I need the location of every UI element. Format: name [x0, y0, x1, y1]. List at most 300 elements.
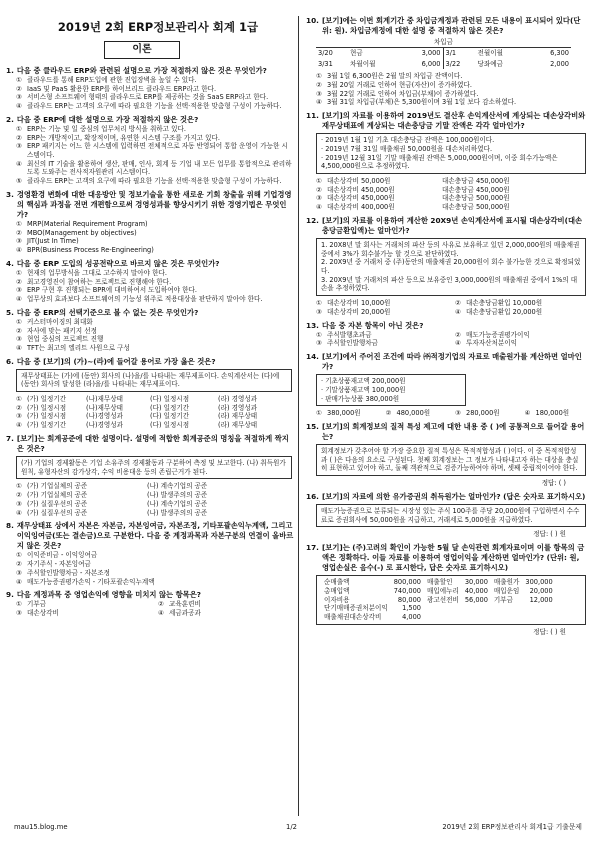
option-number: ② — [16, 403, 22, 412]
table-cell: 매출할인 — [426, 578, 453, 587]
option — [316, 72, 588, 81]
ledger-date: 3/1 — [445, 48, 457, 57]
option-text: 클라우드 ERP는 고객의 요구에 따라 필요한 기능을 선택·적용한 맞춤형 구성이 가능하다. — [27, 177, 282, 186]
option-text: 주식할인발행차금 - 자본조정 — [27, 568, 111, 577]
table-cell: 순매출액 — [324, 578, 350, 587]
table-cell: 80,000 — [397, 595, 421, 604]
question-header — [306, 111, 588, 131]
table-cell: 단기매매증권처분이익 — [324, 604, 388, 613]
option — [16, 335, 294, 344]
option-number: ① — [16, 220, 22, 229]
option — [316, 98, 588, 107]
table-row — [321, 587, 556, 596]
question-text: [보기]에서 주어진 조건에 따라 ㈜적정기업의 자료로 매출원가를 계산하면 얼마인가? — [321, 352, 582, 372]
table-cell: 매입운임 — [493, 586, 520, 595]
option — [16, 551, 294, 560]
option-text: 380,000원 — [327, 409, 361, 418]
option — [316, 177, 436, 186]
data-table — [321, 578, 556, 622]
option — [158, 600, 294, 609]
question-17 — [306, 543, 588, 636]
option-text: 주식발행초과금 — [327, 330, 372, 339]
question-header — [306, 321, 588, 331]
table-row — [321, 604, 556, 613]
option-text: ERP 패키지는 어느 한 시스템에 입력하면 전체적으로 자동 반영되어 통합 운영이 가능한 시스템이다. — [27, 142, 288, 160]
option — [16, 569, 294, 578]
option-number: ③ — [455, 409, 461, 418]
option — [316, 331, 449, 340]
example-line: · 2019년 1월 1일 기초 대손충당금 잔액은 100,000원이다. — [321, 136, 495, 145]
option-text: 자사에 맞는 패키지 선정 — [27, 326, 97, 335]
question-number: 14. — [306, 352, 319, 362]
option — [442, 194, 588, 203]
option-number: ① — [16, 395, 22, 404]
ledger-date: 3/22 — [445, 59, 461, 68]
question-header — [306, 422, 588, 442]
table-cell: 기부금 — [493, 595, 514, 604]
option — [16, 142, 294, 159]
question-8 — [6, 521, 294, 586]
option — [316, 409, 380, 418]
footer-blog: mau15.blog.me — [14, 823, 68, 831]
table-cell: 매출채권대손상각비 — [324, 613, 382, 622]
option-number: ④ — [524, 409, 531, 418]
question-number: 13. — [306, 320, 319, 330]
option-text: 대손충당금환입 20,000원 — [466, 307, 543, 316]
option-text: 현업 중심의 프로젝트 진행 — [27, 335, 104, 344]
option-number: ① — [16, 76, 22, 85]
option-text: 대손상각비 450,000원 — [327, 194, 395, 203]
option-number: ③ — [16, 335, 22, 344]
table-cell: 800,000 — [393, 578, 421, 587]
question-text: [보기]는 회계공준에 대한 설명이다. 설명에 적합한 회계공준의 명칭을 적절하게 짝지은 것은? — [16, 433, 289, 453]
ledger-amount: 3,000 — [421, 48, 441, 57]
option — [16, 177, 294, 186]
option-text: (가) 일정시점 — [27, 403, 67, 412]
option-text: IaaS 및 PaaS 활용한 ERP를 하이브리드 클라우드 ERP라고 한다. — [27, 84, 217, 93]
options-grid — [6, 600, 294, 617]
question-text: 경영환경 변화에 대한 대응방안 및 정보기술을 통한 새로운 기회 창출을 위해 기업경영의 핵심과 과정을 전면 개편함으로써 경영성과를 향상시키기 위한 경영기법은 무엇인가? — [16, 189, 292, 219]
example-line: · 기말상품재고액 100,000원 — [321, 385, 406, 394]
option — [16, 500, 294, 509]
option-number: ④ — [16, 159, 22, 168]
example-box: (가) 기업의 경제활동은 기업 소유주의 경제활동과 구분하여 측정 및 보고한다. (나) 취득원가원칙, 유형자산의 감가상각, 수익 비용대응 등의 존립근거가 된다. — [16, 456, 292, 479]
options — [6, 76, 294, 111]
options — [306, 72, 588, 107]
option — [316, 308, 449, 317]
option-number: ② — [455, 330, 461, 339]
option-number: ④ — [16, 343, 22, 352]
table-cell: 총매입액 — [324, 586, 350, 595]
options — [6, 482, 294, 517]
question-number: 17. — [306, 543, 319, 553]
option-text: 대손충당금 450,000원 — [442, 185, 510, 194]
option-number: ④ — [455, 339, 461, 348]
options-grid — [306, 177, 588, 212]
option — [218, 412, 294, 421]
option-text: 교육훈련비 — [169, 600, 201, 609]
question-header — [6, 357, 294, 367]
option-text: (나)경영성과 — [86, 412, 123, 421]
option — [455, 339, 588, 348]
option-number: ② — [316, 185, 322, 194]
option-text: (나)경영성과 — [86, 421, 123, 430]
option-number: ③ — [16, 286, 22, 295]
example-line: · 2019년 12월 31일 기말 매출채권 잔액은 5,000,000원이며, 이중 회수가능액은 4,500,000원으로 추정하였다. — [321, 153, 558, 171]
example-box: 회계정보가 갖추어야 할 가장 중요한 질적 특성은 목적적합성과 ( )이다. 이 중 목적적합성과 ( )은 다음의 요소로 구성된다. 첫째 회계정보는 그 정보가 나타내고자 하는 대상을 충실히 표현하고 있어야 하고, 둘째 객관적으로 검증가능하여야 하며, 셋째 중립적이어야 한다. — [316, 444, 586, 476]
option-number: ① — [316, 72, 322, 81]
option — [386, 409, 450, 418]
option-number: ③ — [16, 93, 22, 102]
ledger-row — [316, 59, 571, 70]
option-text: 최신의 IT 기술을 활용하여 생산, 판매, 인사, 회계 등 기업 내 모든 업무를 통합적으로 관리하도록 도와주는 전사적자원관리 시스템이다. — [27, 159, 292, 177]
question-number: 2. — [6, 114, 14, 124]
question-text: [보기]는 (주)고려의 확인이 가능한 5월 달 손익관련 회계자료이며 이를 항목의 금액은 정확하다. 이들 자료를 이용하여 영업이익을 계산하면 얼마인가? (단위: 원, 영업손실은 음수(-) 로 표시한다, 답은 숫자로 표기하시오) — [321, 543, 585, 573]
option-number: ④ — [16, 246, 22, 255]
question-header — [6, 259, 294, 269]
option — [16, 220, 294, 229]
question-12 — [306, 216, 588, 317]
option-text: ERP 구현 후 진행되는 BPR에 대비하여서 도입하여야 한다. — [27, 286, 197, 295]
question-15 — [306, 422, 588, 488]
table-cell: 20,000 — [529, 586, 553, 595]
options — [6, 269, 294, 304]
option-number: ③ — [16, 568, 22, 577]
option — [16, 491, 294, 500]
option — [455, 299, 588, 308]
example-line: · 판매가능상품 380,000원 — [321, 394, 400, 403]
option-text: (다) 일정시점 — [150, 395, 190, 404]
option-number: ① — [316, 176, 322, 185]
option-text: (가) 일정시점 — [27, 412, 67, 421]
option — [316, 194, 436, 203]
option-text: 클라우드를 통해 ERP도입에 관한 진입장벽을 높일 수 있다. — [27, 76, 197, 85]
footer-page-number: 1/2 — [286, 823, 297, 831]
question-number: 12. — [306, 215, 319, 225]
option-text: 업무상의 효과보다 소프트웨어의 기능성 위주로 적용대상을 판단하지 말아야 한다. — [27, 295, 263, 304]
option-number: ② — [385, 409, 392, 418]
option — [16, 237, 294, 246]
question-text: 다음 중 ERP의 선택기준으로 볼 수 없는 것은 무엇인가? — [16, 307, 199, 317]
ledger-account: 전월이월 — [477, 48, 503, 57]
option-text: TFT는 최고의 엘리트 사원으로 구성 — [27, 343, 130, 352]
question-header — [6, 190, 294, 220]
options-grid — [6, 395, 294, 430]
ledger-date: 3/20 — [318, 48, 333, 57]
option-number: ③ — [16, 237, 22, 246]
question-text: [보기]의 자료를 이용하여 2019년도 결산후 손익계산서에 계상되는 대손상각비와 재무상태표에 계상되는 대손충당금 기말 잔액은 각각 얼마인가? — [321, 111, 586, 131]
option-text: (나) 계속기업의 공준 — [147, 499, 208, 508]
option — [316, 299, 449, 308]
question-header — [306, 492, 588, 502]
ledger-credit — [444, 59, 572, 70]
option-text: 3월 20일 거래로 인하여 현금(자산)이 증가하였다. — [327, 80, 472, 89]
example-line: · 기초상품재고액 200,000원 — [321, 377, 406, 386]
option-text: (나) 계속기업의 공준 — [147, 482, 208, 491]
option-text: (나) 발생주의의 공준 — [147, 491, 208, 500]
example-line: · 2019년 7월 31일 매출채권 50,000원을 대손처리하였다. — [321, 144, 493, 153]
question-text: [보기]의 회계정보의 질적 특성 제고에 대한 내용 중 ( )에 공통적으로 들어갈 용어는? — [321, 421, 585, 442]
option-text: 커스터마이징의 최대화 — [27, 317, 93, 326]
option — [16, 160, 294, 177]
answer-blank: 정답: ( ) 원 — [533, 627, 566, 636]
option-text: BPR(Business Process Re-Engineering) — [27, 246, 154, 255]
option-text: 대손상각비 400,000원 — [327, 203, 395, 212]
option-text: ERP는 개방적이고, 확장적이며, 유연한 시스템 구조를 가지고 있다. — [27, 133, 220, 142]
option — [16, 600, 152, 609]
example-box: 매도가능증권으로 분류되는 시장성 있는 주식 100주를 주당 20,000원에 구입하면서 수수료로 증권회사에 50,000원을 지급하고, 거래세로 5,000원을 지급하였다. — [316, 504, 586, 527]
option-number: ③ — [316, 339, 322, 348]
example-box: 재무상태표는 (가)에 (동안) 회사의 (나)을/를 나타내는 재무제표이다. 손익계산서는 (다)에 (동안) 회사의 달성한 (라)을/를 나타내는 재무제표이다. — [16, 369, 292, 392]
table-cell: 매출원가 — [493, 578, 520, 587]
option-number: ③ — [16, 412, 22, 421]
question-header — [6, 66, 294, 76]
option — [16, 269, 294, 278]
example-box — [316, 575, 586, 625]
option-number: ① — [16, 551, 22, 560]
option-text: 180,000원 — [535, 409, 570, 418]
option — [16, 93, 294, 102]
option-number: ② — [16, 560, 22, 569]
question-header — [6, 521, 294, 551]
option-number: ① — [16, 600, 22, 609]
option-text: 자기주식 - 자본잉여금 — [27, 560, 91, 569]
question-header — [306, 216, 588, 236]
option-number: ④ — [16, 295, 22, 304]
question-number: 4. — [6, 258, 14, 268]
option-text: 클라우드 ERP는 고객의 요구에 따라 필요한 기능을 선택·적용한 맞춤형 구성이 가능하다. — [27, 102, 282, 111]
options — [6, 220, 294, 255]
option — [86, 412, 144, 421]
option-text: ERP는 기능 및 일 중심의 업무처리 방식을 취하고 있다. — [27, 124, 186, 133]
option-number: ⑤ — [16, 177, 22, 186]
table-cell: 30,000 — [464, 578, 488, 587]
question-number: 10. — [306, 16, 319, 25]
question-header — [6, 115, 294, 125]
option — [16, 286, 294, 295]
option-number: ② — [16, 491, 22, 500]
column-divider — [298, 16, 299, 816]
question-number: 3. — [6, 189, 14, 199]
ledger-debit — [316, 59, 444, 70]
option — [16, 509, 294, 518]
option-number: ④ — [316, 203, 322, 212]
question-text: 재무상태표 상에서 자본은 자본금, 자본잉여금, 자본조정, 기타포괄손익누계액, 그리고 이익잉여금(또는 결손금)으로 구분한다. 다음 중 계정과목과 자본구분의 연결이 올바르지 않은 것은? — [16, 521, 294, 551]
option-text: (라) 재무상태 — [218, 412, 258, 421]
question-2 — [6, 115, 294, 186]
option — [16, 318, 294, 327]
option — [455, 409, 519, 418]
table-cell: 광고선전비 — [426, 595, 459, 604]
option-text: (가) 기업실체의 공준 — [27, 482, 88, 491]
option — [16, 229, 294, 238]
option-number: ① — [16, 317, 22, 326]
section-label: 이론 — [104, 41, 180, 59]
option-text: 투자자산처분이익 — [466, 339, 517, 348]
option — [16, 395, 80, 404]
option-number: ④ — [316, 98, 322, 107]
option — [16, 295, 294, 304]
option — [316, 81, 588, 90]
option-text: (가) 일정기간 — [27, 395, 67, 404]
table-cell — [424, 613, 462, 622]
question-number: 1. — [6, 66, 14, 75]
option — [16, 246, 294, 255]
option-number: ③ — [16, 142, 22, 151]
option-number: ④ — [16, 577, 22, 586]
table-row — [321, 613, 556, 622]
option — [16, 327, 294, 336]
option — [16, 482, 294, 491]
example-line: 2. 20X9년 중 거래처 중 (주)동안의 매출채권 20,000원이 회수 불가능한 것으로 확정되었다. — [321, 258, 581, 276]
option-text: 기부금 — [27, 600, 47, 609]
option — [455, 308, 588, 317]
option-text: 대손상각비 20,000원 — [327, 307, 391, 316]
ledger-credit — [444, 48, 572, 59]
question-header — [6, 590, 294, 600]
option — [316, 203, 436, 212]
option-number: ③ — [16, 499, 22, 508]
page-title: 2019년 2회 ERP정보관리사 회계 1급 — [57, 20, 259, 34]
ledger-table — [316, 38, 571, 69]
option-number: ① — [16, 268, 22, 277]
options — [6, 318, 294, 353]
answer-blank: 정답: ( ) 원 — [533, 530, 566, 539]
table-cell: 4,000 — [402, 613, 421, 622]
option — [16, 560, 294, 569]
options-grid — [306, 409, 588, 418]
option — [442, 177, 588, 186]
option-text: (가) 기업실체의 공준 — [27, 491, 88, 500]
option-number: ④ — [16, 102, 22, 111]
option-number: ② — [158, 600, 164, 609]
question-text: 다음 중 자본 항목이 아닌 것은? — [321, 320, 424, 330]
question-9 — [6, 590, 294, 617]
question-number: 11. — [306, 111, 319, 121]
option — [150, 421, 212, 430]
table-cell — [522, 613, 555, 622]
question-16 — [306, 492, 588, 539]
option — [455, 331, 588, 340]
question-11 — [306, 111, 588, 212]
question-13 — [306, 321, 588, 348]
question-number: 9. — [6, 590, 14, 600]
option-text: (나) 발생주의의 공준 — [147, 508, 208, 517]
table-row — [321, 578, 556, 587]
option-number: ① — [16, 482, 22, 491]
question-5 — [6, 308, 294, 353]
question-text: 다음 계정과목 중 영업손익에 영향을 미치지 않는 항목은? — [16, 590, 201, 600]
question-text: [보기]에는 이번 회계기간 중 차입금계정과 관련된 모든 내용이 표시되어 있다(단위: 원). 차입금계정에 대한 설명 중 적절하지 않은 것은? — [321, 16, 581, 36]
option — [16, 102, 294, 111]
ledger-account: 현금 — [350, 48, 363, 57]
option — [150, 395, 212, 404]
table-cell — [491, 604, 522, 613]
option — [16, 344, 294, 353]
option-text: (다) 일정시점 — [150, 421, 190, 430]
option-text: 세금과공과 — [169, 609, 201, 617]
option — [218, 395, 294, 404]
option-text: (나)재무상태 — [86, 403, 123, 412]
option-text: 매도가능증권평가이익 — [466, 330, 530, 339]
option-text: MBO(Management by objectives) — [27, 228, 137, 237]
option-text: 매도가능증권평가손익 - 기타포괄손익누계액 — [27, 577, 155, 586]
ledger-debit — [316, 48, 444, 59]
option-number: ① — [316, 330, 322, 339]
question-3 — [6, 190, 294, 255]
option-text: 대손상각비 50,000원 — [327, 176, 391, 185]
options-grid — [306, 299, 588, 316]
option-text: 대손상각비 450,000원 — [327, 185, 395, 194]
question-1 — [6, 66, 294, 111]
option — [316, 339, 449, 348]
option-number: ④ — [455, 307, 461, 316]
question-header — [306, 543, 588, 573]
answer-blank: 정답: ( ) — [541, 479, 566, 488]
question-number: 16. — [306, 491, 319, 501]
question-header — [6, 434, 294, 454]
option-text: 최고경영진이 참여하는 프로젝트로 진행해야 한다. — [27, 277, 172, 286]
option-text: 3월 1일 6,300원은 2월 말의 차입금 잔액이다. — [327, 72, 463, 81]
right-column — [306, 16, 588, 640]
option-number: ② — [316, 80, 322, 89]
option-text: 대손충당금 450,000원 — [442, 176, 510, 185]
ledger-amount: 6,000 — [421, 59, 441, 68]
option — [16, 609, 152, 618]
table-cell — [491, 613, 522, 622]
table-cell — [462, 613, 491, 622]
option — [442, 203, 588, 212]
table-cell — [424, 604, 462, 613]
option-text: (가) 일정기간 — [27, 421, 67, 430]
ledger-account: 당좌예금 — [477, 59, 503, 68]
option — [86, 395, 144, 404]
question-text: 다음 중 ERP 도입의 성공전략으로 바르지 않은 것은 무엇인가? — [16, 258, 220, 268]
option-text: 대손상각비 10,000원 — [327, 299, 391, 308]
option-text: 3월 22일 거래로 인하여 차입금(부채)이 증가하였다. — [327, 89, 479, 98]
question-number: 6. — [6, 356, 14, 366]
option-text: 주식할인발행차금 — [327, 339, 378, 348]
option-text: (다) 일정기간 — [150, 403, 190, 412]
question-header — [306, 352, 588, 372]
question-header — [6, 308, 294, 318]
option-number: ② — [455, 299, 461, 308]
question-number: 7. — [6, 433, 14, 443]
option-text: 480,000원 — [396, 409, 431, 418]
option-text: (가) 실질우선의 공준 — [27, 508, 88, 517]
option — [525, 409, 589, 418]
question-text: 다음 중 ERP에 대한 설명으로 가장 적절하지 않은 것은? — [16, 114, 199, 124]
table-cell: 300,000 — [525, 578, 553, 587]
option-number: ② — [16, 228, 22, 237]
option-number: ① — [316, 409, 322, 418]
table-cell: 매입에누리 — [426, 586, 459, 595]
option-text: 280,000원 — [466, 409, 500, 418]
table-cell: 56,000 — [464, 595, 488, 604]
ledger-row — [316, 48, 571, 59]
table-cell: 740,000 — [393, 586, 421, 595]
option-text: 3월 31일 차입금(부채)은 5,300원이며 3월 1일 보다 감소하였다. — [327, 98, 517, 107]
option-text: 대손상각비 — [27, 609, 59, 617]
option-number: ② — [16, 84, 22, 93]
option — [16, 421, 80, 430]
question-14 — [306, 352, 588, 418]
table-cell: 1,500 — [402, 604, 421, 613]
table-cell — [462, 604, 491, 613]
option-text: (라) 경영성과 — [218, 395, 258, 404]
options-grid — [306, 331, 588, 348]
option — [150, 412, 212, 421]
